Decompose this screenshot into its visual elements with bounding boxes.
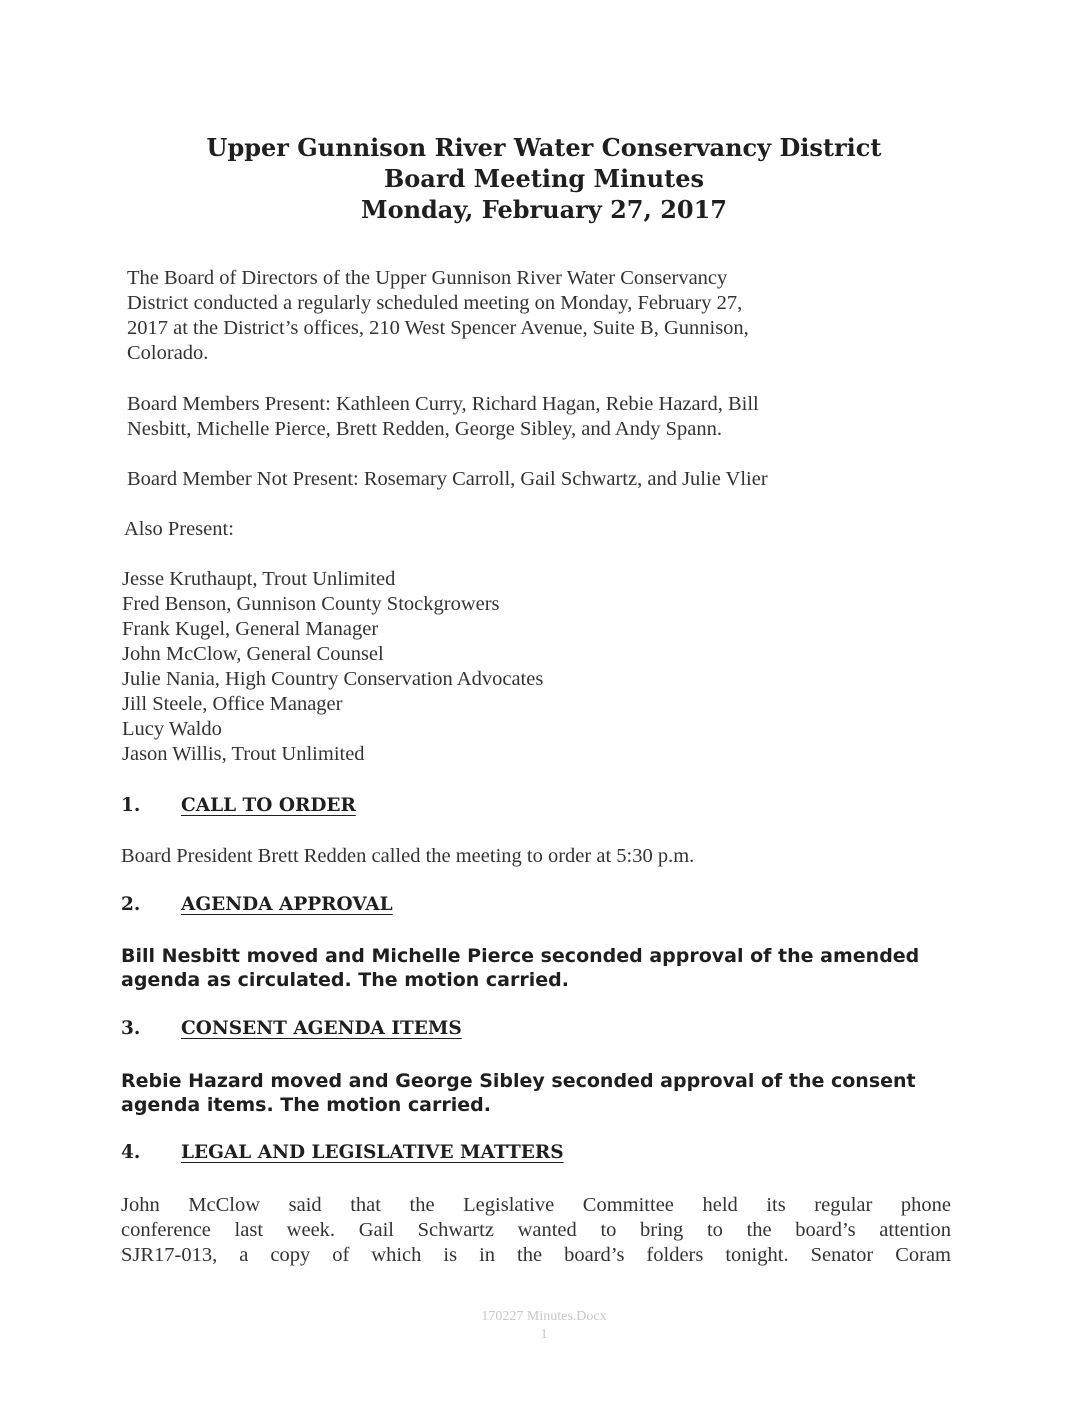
motion-line: agenda as circulated. The motion carried. <box>121 969 569 991</box>
section-number: 3. <box>121 1018 141 1039</box>
motion-line: Bill Nesbitt moved and Michelle Pierce seconded approval of the amended <box>121 945 920 967</box>
motion-line: agenda items. The motion carried. <box>121 1094 491 1116</box>
section-number: 2. <box>121 894 141 915</box>
attendee-item: Frank Kugel, General Manager <box>122 618 379 640</box>
board-members-not-present: Board Member Not Present: Rosemary Carroll, Gail Schwartz, and Julie Vlier <box>127 468 768 490</box>
section-title: AGENDA APPROVAL <box>181 894 393 915</box>
attendee-item: Jason Willis, Trout Unlimited <box>122 743 365 765</box>
attendee-item: John McClow, General Counsel <box>122 643 384 665</box>
attendee-item: Jill Steele, Office Manager <box>122 693 343 715</box>
text-line: John McClow said that the Legislative Committee held its regular phone <box>121 1194 951 1216</box>
intro-line: District conducted a regularly scheduled meeting on Monday, February 27, <box>127 292 743 314</box>
intro-paragraph <box>127 266 957 366</box>
section-title: LEGAL AND LEGISLATIVE MATTERS <box>181 1142 564 1163</box>
section-number: 1. <box>121 795 141 816</box>
attendee-item: Fred Benson, Gunnison County Stockgrowers <box>122 593 500 615</box>
also-present-label: Also Present: <box>124 518 234 540</box>
section-heading-call-to-order <box>121 794 356 818</box>
attendee-item: Julie Nania, High Country Conservation Advocates <box>122 668 544 690</box>
section-title: CALL TO ORDER <box>181 795 356 816</box>
intro-line: 2017 at the District’s offices, 210 West Spencer Avenue, Suite B, Gunnison, <box>127 317 749 339</box>
legal-legislative-text <box>121 1193 951 1268</box>
organization-name: Upper Gunnison River Water Conservancy District <box>206 133 882 162</box>
footer-filename: 170227 Minutes.Docx <box>481 1309 607 1324</box>
motion-line: Rebie Hazard moved and George Sibley seconded approval of the consent <box>121 1070 916 1092</box>
attendee-item: Lucy Waldo <box>122 718 222 740</box>
section-heading-legal-legislative <box>121 1141 564 1165</box>
section-heading-agenda-approval <box>121 893 393 917</box>
agenda-approval-motion <box>121 944 953 992</box>
board-members-present <box>127 392 957 442</box>
section-number: 4. <box>121 1142 141 1163</box>
call-to-order-text: Board President Brett Redden called the meeting to order at 5:30 p.m. <box>121 845 695 867</box>
present-line: Nesbitt, Michelle Pierce, Brett Redden, George Sibley, and Andy Spann. <box>127 418 722 440</box>
page-footer <box>0 1308 1088 1344</box>
meeting-date: Monday, February 27, 2017 <box>361 195 727 224</box>
section-title: CONSENT AGENDA ITEMS <box>181 1018 462 1039</box>
consent-agenda-motion <box>121 1069 953 1117</box>
document-type: Board Meeting Minutes <box>384 164 704 193</box>
section-heading-consent-agenda <box>121 1017 462 1041</box>
intro-line: Colorado. <box>127 342 209 364</box>
attendee-item: Jesse Kruthaupt, Trout Unlimited <box>122 568 396 590</box>
text-line: SJR17-013, a copy of which is in the board’s folders tonight. Senator Coram <box>121 1244 951 1266</box>
footer-page-number: 1 <box>540 1327 548 1342</box>
also-present-list <box>122 567 952 767</box>
document-title <box>0 132 1088 225</box>
intro-line: The Board of Directors of the Upper Gunnison River Water Conservancy <box>127 267 728 289</box>
text-line: conference last week. Gail Schwartz wanted to bring to the board’s attention <box>121 1219 951 1241</box>
present-line: Board Members Present: Kathleen Curry, Richard Hagan, Rebie Hazard, Bill <box>127 393 759 415</box>
